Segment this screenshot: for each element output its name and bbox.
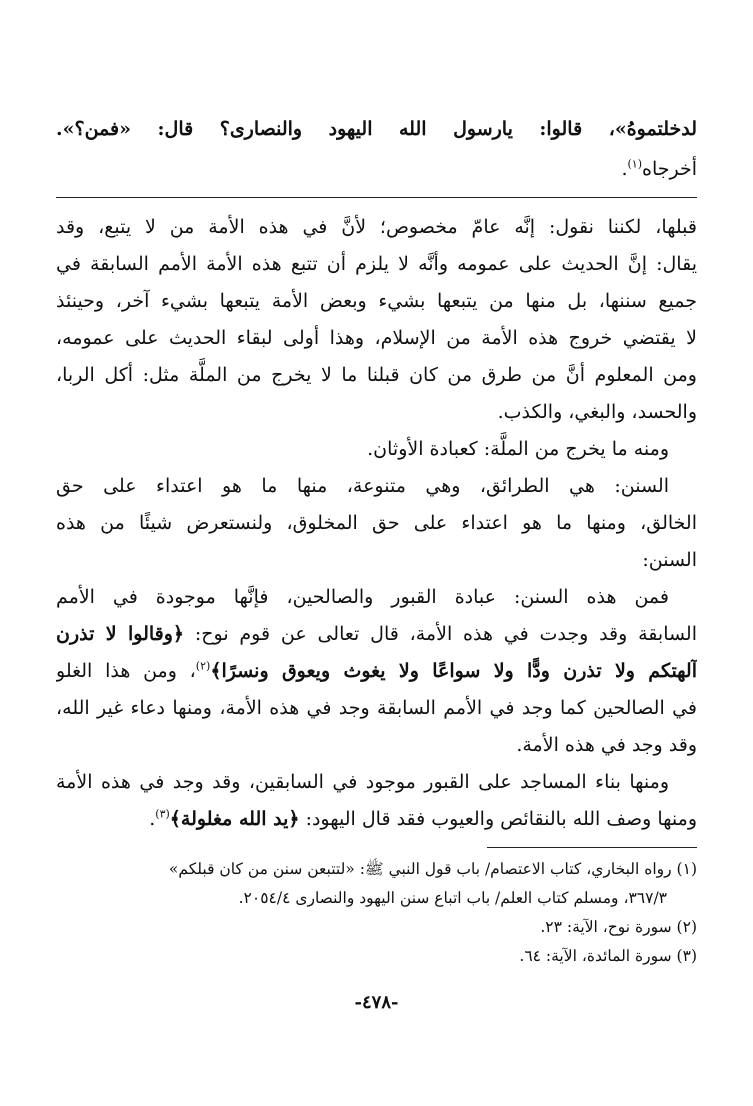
footnote-1-line-2: ٣٦٧/٣، ومسلم كتاب العلم/ باب اتباع سنن اليهود والنصارى ٢٠٥٤/٤. <box>238 889 667 907</box>
top-line-2-end: . <box>621 158 628 180</box>
quran-quote-1-end: آلهتكم ولا تذرن ودًّا ولا سواعًا ولا يغوث ويعوق ونسرًا﴾ <box>210 660 697 682</box>
p4-line-3 <box>56 654 697 688</box>
footnote-1-line-1: (١) رواه البخاري، كتاب الاعتصام/ باب قول النبي ﷺ: «لتتبعن سنن من كان قبلكم» <box>168 860 697 878</box>
quran-quote-2: ﴿يد الله مغلولة﴾ <box>169 808 300 830</box>
p1-line-2: يقال: إنَّ الحديث على عمومه وأنَّه لا يلزم أن تتبع هذه الأمة الأمم السابقة في <box>56 253 697 275</box>
p3-line-1: السنن: هي الطرائق، وهي متنوعة، منها ما هو اعتداء على حق <box>56 475 669 497</box>
p1-line-5: ومن المعلوم أنَّ من طرق من كان قبلنا ما لا يخرج من الملَّة مثل: أكل الربا، <box>56 364 697 386</box>
p1-line-6: والحسد، والبغي، والكذب. <box>497 401 697 423</box>
p4-line-3-text: ، ومن هذا الغلو <box>56 660 196 682</box>
document-page <box>56 0 697 1106</box>
p5-line-1: ومنها بناء المساجد على القبور موجود في السابقين، وقد وجد في هذه الأمة <box>56 771 669 793</box>
footnote-ref-1: (١) <box>627 157 642 171</box>
footnote-3: (٣) سورة المائدة، الآية: ٦٤. <box>519 947 697 965</box>
p2-line: ومنه ما يخرج من الملَّة: كعبادة الأوثان. <box>367 438 669 460</box>
p4-line-4: في الصالحين كما وجد في الأمم السابقة وجد في هذه الأمة، ومنها دعاء غير الله، <box>56 697 697 719</box>
p1-line-1: قبلها، لكننا نقول: إنَّه عامّ مخصوص؛ لأنَّ في هذه الأمة من لا يتبع، وقد <box>56 216 697 238</box>
p4-line-5: وقد وجد في هذه الأمة. <box>516 734 697 756</box>
footnote-2: (٢) سورة نوح، الآية: ٢٣. <box>540 918 697 936</box>
p5-line-2-end: . <box>149 808 156 830</box>
p1-line-3: جميع سننها، بل منها من يتبعها بشيء وبعض الأمة يتبعها بشيء آخر، وحينئذ <box>56 290 697 312</box>
p4-line-2-text: السابقة وقد وجدت في هذه الأمة، قال تعالى عن قوم نوح: <box>184 623 697 645</box>
top-line-1-text: لدخلتموهُ»، قالوا: يارسول الله اليهود والنصارى؟ قال: «فمن؟». <box>56 118 697 140</box>
footnote-ref-3: (٣) <box>155 807 170 821</box>
p3-line-2: الخالق، ومنها ما هو اعتداء على حق المخلوق، ولنستعرض شيئًا من هذه <box>56 512 697 534</box>
p1-line-4: لا يقتضي خروج هذه الأمة من الإسلام، وهذا أولى لبقاء الحديث على عمومه، <box>56 327 697 349</box>
footnote-ref-2: (٢) <box>195 659 211 673</box>
p4-line-1: فمن هذه السنن: عبادة القبور والصالحين، فإنَّها موجودة في الأمم <box>56 586 669 608</box>
p5-line-2-text: ومنها وصف الله بالنقائص والعيوب فقد قال اليهود: <box>299 808 697 830</box>
top-line-2 <box>56 152 697 186</box>
footnote-divider <box>487 847 697 848</box>
p5-line-2 <box>56 802 697 836</box>
p4-line-2 <box>56 617 697 651</box>
top-line-1 <box>56 112 697 146</box>
quran-quote-1-start: ﴿وقالوا لا تذرن <box>56 623 185 645</box>
section-divider <box>56 197 697 198</box>
page-number: -٤٧٨- <box>354 992 399 1013</box>
top-line-2-text: أخرجاه <box>642 158 697 180</box>
p3-line-3: السنن: <box>642 549 697 571</box>
